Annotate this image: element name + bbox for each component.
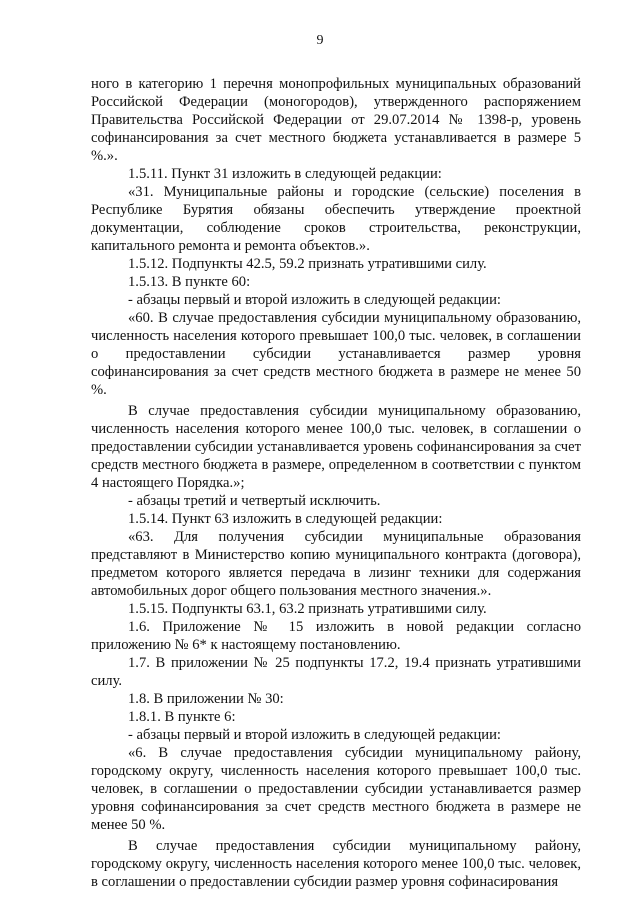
paragraph-item-1-5-13: 1.5.13. В пункте 60: bbox=[128, 274, 251, 290]
document-body bbox=[91, 75, 581, 891]
paragraph-quote-31: «31. Муниципальные районы и городские (сельские) поселения в Республике Бурятия обязаны обеспечить утверждение проектной документации, соблюдение сроков строительства, реконструкции, капитального ремонта и ремонта объектов.». bbox=[91, 184, 581, 254]
paragraph-continuation: ного в категорию 1 перечня монопрофильных муниципальных образований Российской Федерации (моногородов), утвержденного распоряжением Правительства Российской Федерации от 29.07.2014 № 1398-р, уровень софинансирования за счет местного бюджета устанавливается в размере 5 %.». bbox=[91, 76, 581, 164]
paragraph-quote-6: «6. В случае предоставления субсидии муниципальному району, городскому округу, численность населения которого превышает 100,0 тыс. человек, в соглашении о предоставлении субсидии устанавливается размер уровня софинансирования за счет средств местного бюджета в размере не менее 50 %. bbox=[91, 745, 581, 833]
paragraph-dash-third-fourth: - абзацы третий и четвертый исключить. bbox=[128, 493, 381, 509]
paragraph-item-1-5-12: 1.5.12. Подпункты 42.5, 59.2 признать утратившими силу. bbox=[128, 256, 487, 272]
paragraph-quote-63: «63. Для получения субсидии муниципальные образования представляют в Министерство копию муниципального контракта (договора), предметом которого является передача в лизинг техники для содержания автомобильных дорог общего пользования местного значения.». bbox=[91, 529, 581, 599]
paragraph-item-1-5-15: 1.5.15. Подпункты 63.1, 63.2 признать утратившими силу. bbox=[128, 601, 487, 617]
paragraph-dash-first-second: - абзацы первый и второй изложить в следующей редакции: bbox=[128, 292, 501, 308]
paragraph-quote-60-second: В случае предоставления субсидии муниципальному образованию, численность населения которого менее 100,0 тыс. человек, в соглашении о предоставлении субсидии устанавливается уровень софинансирования за счет средств местного бюджета в размере, определенном в соответствии с пунктом 4 настоящего Порядка.»; bbox=[91, 403, 581, 491]
paragraph-dash-first-second-2: - абзацы первый и второй изложить в следующей редакции: bbox=[128, 727, 501, 743]
paragraph-item-1-6: 1.6. Приложение № 15 изложить в новой редакции согласно приложению № 6* к настоящему постановлению. bbox=[91, 619, 581, 653]
paragraph-item-1-5-11: 1.5.11. Пункт 31 изложить в следующей редакции: bbox=[128, 166, 442, 182]
paragraph-quote-6-second: В случае предоставления субсидии муниципальному району, городскому округу, численность населения которого менее 100,0 тыс. человек, в соглашении о предоставлении субсидии размер уровня софинасирования bbox=[91, 838, 581, 890]
page-number: 9 bbox=[316, 33, 324, 48]
paragraph-quote-60: «60. В случае предоставления субсидии муниципальному образованию, численность населения которого превышает 100,0 тыс. человек, в соглашении о предоставлении субсидии устанавливается размер уровня софинансирования за счет средств местного бюджета в размере не менее 50 %. bbox=[91, 310, 581, 398]
paragraph-item-1-7: 1.7. В приложении № 25 подпункты 17.2, 19.4 признать утратившими силу. bbox=[91, 655, 581, 689]
paragraph-item-1-8-1: 1.8.1. В пункте 6: bbox=[128, 709, 236, 725]
paragraph-item-1-5-14: 1.5.14. Пункт 63 изложить в следующей редакции: bbox=[128, 511, 443, 527]
paragraph-item-1-8: 1.8. В приложении № 30: bbox=[128, 691, 284, 707]
